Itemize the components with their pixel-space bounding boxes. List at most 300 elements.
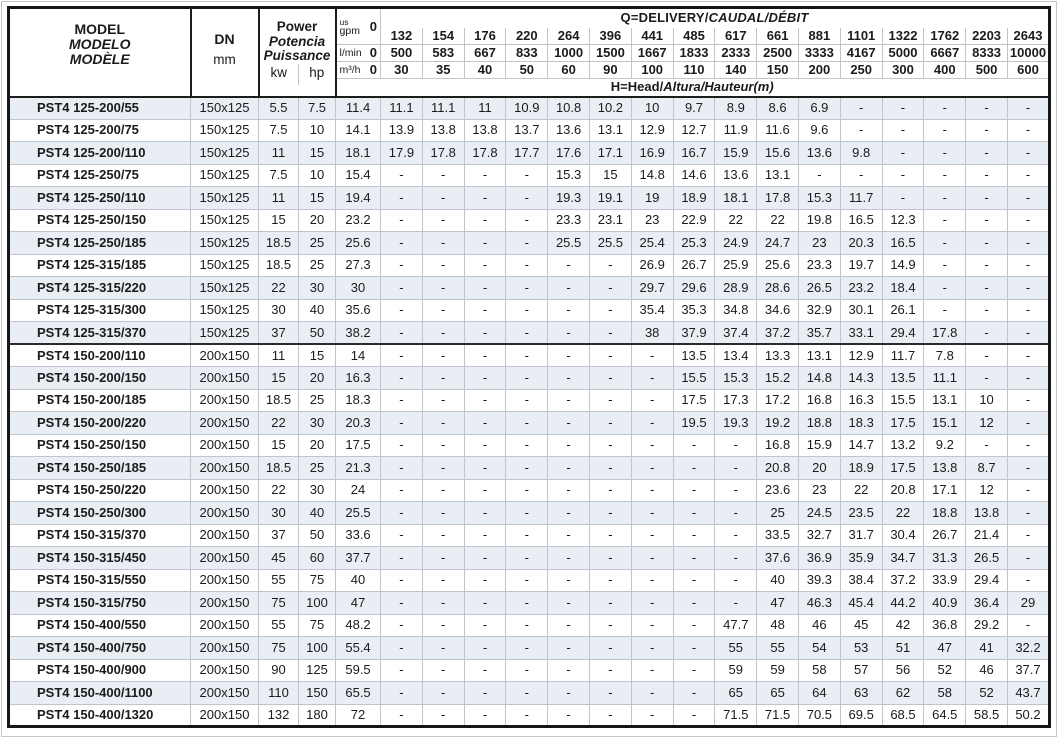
head-value-cell: - — [631, 524, 673, 547]
head-value-cell: 17.6 — [548, 142, 590, 165]
head-value-cell: - — [464, 592, 506, 615]
head-value-cell: - — [590, 457, 632, 480]
head-value-cell: 58 — [924, 682, 966, 705]
head-value-cell: - — [1007, 569, 1049, 592]
kw-cell: 15 — [259, 434, 299, 457]
flow-col-gpm: 617 — [715, 28, 757, 45]
head-value-cell: 52 — [966, 682, 1008, 705]
pump-row — [9, 502, 1050, 525]
head-value-cell: - — [1007, 479, 1049, 502]
head-value-cell: 13.8 — [422, 119, 464, 142]
head-value-cell: - — [548, 344, 590, 367]
head-value-cell: - — [422, 389, 464, 412]
head-value-cell: 13.8 — [966, 502, 1008, 525]
kw-cell: 15 — [259, 209, 299, 232]
head-value-cell: 47 — [924, 637, 966, 660]
head-value-cell: - — [715, 524, 757, 547]
head-value-cell: 33.5 — [757, 524, 799, 547]
head-value-cell: 59 — [715, 659, 757, 682]
head-value-cell: - — [381, 412, 423, 435]
head-value-cell: - — [966, 209, 1008, 232]
head-value-cell: 19.2 — [757, 412, 799, 435]
hp-cell: 30 — [299, 277, 336, 300]
hp-cell: 7.5 — [299, 97, 336, 120]
head-value-cell: 55 — [715, 637, 757, 660]
head-value-cell: 15.5 — [673, 367, 715, 390]
head-value-cell: - — [464, 637, 506, 660]
head-value-cell: 25 — [757, 502, 799, 525]
head-value-cell: - — [548, 412, 590, 435]
head-value-cell: 50.2 — [1007, 704, 1049, 727]
head-value-cell: 12.9 — [631, 119, 673, 142]
head-value-cell: 64.5 — [924, 704, 966, 727]
lmin-zero-value: 0 — [369, 45, 378, 61]
head-value-cell: 40 — [336, 569, 381, 592]
head-value-cell: - — [631, 592, 673, 615]
head-value-cell: - — [506, 502, 548, 525]
head-value-cell: - — [464, 344, 506, 367]
head-value-cell: 15.3 — [548, 164, 590, 187]
head-value-cell: 21.3 — [336, 457, 381, 480]
head-value-cell: - — [381, 592, 423, 615]
flow-col-lmin: 1833 — [673, 45, 715, 62]
dn-cell: 200x150 — [191, 682, 259, 705]
us-gpm-label: us gpm — [339, 16, 360, 37]
head-value-cell: 56 — [882, 659, 924, 682]
head-value-cell: - — [631, 547, 673, 570]
model-cell: PST4 125-315/220 — [9, 277, 191, 300]
head-value-cell: - — [590, 502, 632, 525]
head-value-cell: - — [506, 209, 548, 232]
head-value-cell: - — [715, 502, 757, 525]
gpm-zero-value: 0 — [369, 18, 378, 34]
head-value-cell: 26.7 — [673, 254, 715, 277]
head-value-cell: - — [464, 164, 506, 187]
pump-row — [9, 277, 1050, 300]
head-value-cell: 9.7 — [673, 97, 715, 120]
head-value-cell: 17.1 — [590, 142, 632, 165]
head-value-cell: 65 — [715, 682, 757, 705]
head-value-cell: 41 — [966, 637, 1008, 660]
head-value-cell: - — [924, 142, 966, 165]
head-value-cell: - — [1007, 389, 1049, 412]
head-value-cell: - — [590, 322, 632, 345]
head-value-cell: 11.6 — [757, 119, 799, 142]
head-value-cell: - — [548, 569, 590, 592]
head-value-cell: - — [715, 457, 757, 480]
head-value-cell: - — [882, 164, 924, 187]
head-value-cell: - — [590, 434, 632, 457]
head-value-cell: - — [673, 659, 715, 682]
head-value-cell: 34.8 — [715, 299, 757, 322]
pump-row — [9, 97, 1050, 120]
head-value-cell: 18.9 — [840, 457, 882, 480]
flow-col-lmin: 1667 — [631, 45, 673, 62]
kw-cell: 7.5 — [259, 164, 299, 187]
head-value-cell: 20.8 — [757, 457, 799, 480]
head-value-cell: - — [1007, 232, 1049, 255]
pump-row — [9, 524, 1050, 547]
head-value-cell: - — [464, 502, 506, 525]
dn-cell: 200x150 — [191, 637, 259, 660]
head-value-cell: - — [422, 164, 464, 187]
head-value-cell: 46 — [966, 659, 1008, 682]
head-value-cell: 10 — [966, 389, 1008, 412]
head-value-cell: - — [548, 659, 590, 682]
head-value-cell: - — [590, 682, 632, 705]
head-value-cell: - — [966, 277, 1008, 300]
head-value-cell: - — [381, 209, 423, 232]
head-value-cell: 13.1 — [590, 119, 632, 142]
hp-cell: 15 — [299, 142, 336, 165]
head-value-cell: - — [673, 502, 715, 525]
head-value-cell: 44.2 — [882, 592, 924, 615]
head-value-cell: - — [422, 682, 464, 705]
pump-row — [9, 299, 1050, 322]
head-value-cell: 25.5 — [590, 232, 632, 255]
head-value-cell: - — [422, 659, 464, 682]
head-value-cell: - — [966, 164, 1008, 187]
head-value-cell: 29.2 — [966, 614, 1008, 637]
kw-cell: 5.5 — [259, 97, 299, 120]
dn-cell: 200x150 — [191, 547, 259, 570]
model-cell: PST4 150-400/750 — [9, 637, 191, 660]
head-value-cell: - — [631, 614, 673, 637]
head-value-cell: 15.4 — [336, 164, 381, 187]
head-value-cell: - — [840, 97, 882, 120]
head-value-cell: 22 — [757, 209, 799, 232]
flow-col-m3h: 150 — [757, 62, 799, 79]
head-value-cell: 26.1 — [882, 299, 924, 322]
head-value-cell: - — [381, 299, 423, 322]
flow-col-m3h: 30 — [381, 62, 423, 79]
dn-cell: 150x125 — [191, 232, 259, 255]
head-value-cell: 33.6 — [336, 524, 381, 547]
head-value-cell: - — [548, 367, 590, 390]
lmin-label: l/min — [339, 46, 362, 59]
head-value-cell: - — [506, 614, 548, 637]
head-value-cell: 15.1 — [924, 412, 966, 435]
head-value-cell: 17.5 — [882, 412, 924, 435]
head-value-cell: - — [924, 119, 966, 142]
head-value-cell: 45 — [840, 614, 882, 637]
head-value-cell: 30 — [336, 277, 381, 300]
head-value-cell: 10.8 — [548, 97, 590, 120]
hp-cell: 100 — [299, 637, 336, 660]
head-value-cell: - — [1007, 164, 1049, 187]
power-label-es: Potencia — [268, 33, 326, 49]
model-cell: PST4 150-315/750 — [9, 592, 191, 615]
head-value-cell: - — [924, 209, 966, 232]
head-value-cell: 37.4 — [715, 322, 757, 345]
head-value-cell: 19.3 — [548, 187, 590, 210]
head-value-cell: 51 — [882, 637, 924, 660]
head-value-cell: 12.9 — [840, 344, 882, 367]
head-value-cell: 43.7 — [1007, 682, 1049, 705]
power-column-header — [259, 8, 336, 97]
head-value-cell: - — [381, 659, 423, 682]
head-value-cell: 22 — [840, 479, 882, 502]
head-value-cell: 13.6 — [715, 164, 757, 187]
head-value-cell: 15 — [590, 164, 632, 187]
head-value-cell: - — [464, 322, 506, 345]
pump-row — [9, 322, 1050, 345]
pump-row — [9, 569, 1050, 592]
head-value-cell: - — [548, 704, 590, 727]
head-value-cell: - — [715, 569, 757, 592]
head-value-cell: 13.8 — [924, 457, 966, 480]
head-value-cell: 19.4 — [336, 187, 381, 210]
dn-cell: 150x125 — [191, 164, 259, 187]
model-cell: PST4 125-315/300 — [9, 299, 191, 322]
head-value-cell: - — [966, 254, 1008, 277]
head-value-cell: 37.2 — [882, 569, 924, 592]
flow-col-gpm: 132 — [381, 28, 423, 45]
head-value-cell: 16.3 — [840, 389, 882, 412]
head-value-cell: - — [1007, 524, 1049, 547]
head-value-cell: - — [422, 457, 464, 480]
kw-cell: 18.5 — [259, 254, 299, 277]
model-cell: PST4 150-200/220 — [9, 412, 191, 435]
head-value-cell: 17.7 — [506, 142, 548, 165]
dn-cell: 150x125 — [191, 142, 259, 165]
head-value-cell: 8.9 — [715, 97, 757, 120]
pump-row — [9, 232, 1050, 255]
head-value-cell: - — [422, 704, 464, 727]
kw-cell: 11 — [259, 142, 299, 165]
hp-cell: 150 — [299, 682, 336, 705]
head-value-cell: 38 — [631, 322, 673, 345]
head-value-cell: - — [590, 637, 632, 660]
head-value-cell: 16.8 — [798, 389, 840, 412]
head-value-cell: - — [966, 344, 1008, 367]
head-value-cell: 59 — [757, 659, 799, 682]
head-value-cell: - — [381, 322, 423, 345]
head-value-cell: 32.7 — [798, 524, 840, 547]
head-value-cell: - — [631, 434, 673, 457]
head-value-cell: - — [1007, 142, 1049, 165]
head-value-cell: - — [464, 277, 506, 300]
head-value-cell: - — [464, 254, 506, 277]
head-value-cell: 71.5 — [757, 704, 799, 727]
head-title: H=Head/Altura/Hauteur(m) — [336, 79, 1050, 97]
head-value-cell: 16.5 — [882, 232, 924, 255]
head-value-cell: 35.4 — [631, 299, 673, 322]
head-value-cell: 25.5 — [548, 232, 590, 255]
model-label-es: MODELO — [69, 35, 131, 52]
head-value-cell: - — [381, 569, 423, 592]
kw-cell: 22 — [259, 277, 299, 300]
flow-col-lmin: 6667 — [924, 45, 966, 62]
kw-cell: 15 — [259, 367, 299, 390]
head-value-cell: 37.2 — [757, 322, 799, 345]
model-label-fr: MODÈLE — [69, 50, 130, 67]
head-value-cell: 70.5 — [798, 704, 840, 727]
head-value-cell: 23.1 — [590, 209, 632, 232]
hp-cell: 60 — [299, 547, 336, 570]
head-value-cell: - — [1007, 434, 1049, 457]
head-value-cell: - — [464, 524, 506, 547]
head-value-cell: - — [464, 187, 506, 210]
flow-col-gpm: 396 — [590, 28, 632, 45]
head-value-cell: - — [673, 547, 715, 570]
head-value-cell: - — [673, 457, 715, 480]
flow-col-lmin: 833 — [506, 45, 548, 62]
pump-row — [9, 164, 1050, 187]
head-value-cell: 9.2 — [924, 434, 966, 457]
head-value-cell: 29.6 — [673, 277, 715, 300]
head-value-cell: - — [506, 479, 548, 502]
head-value-cell: 23.5 — [840, 502, 882, 525]
head-value-cell: - — [798, 164, 840, 187]
hp-cell: 100 — [299, 592, 336, 615]
head-value-cell: - — [966, 434, 1008, 457]
head-value-cell: - — [381, 457, 423, 480]
head-value-cell: - — [673, 614, 715, 637]
head-value-cell: 11.7 — [882, 344, 924, 367]
head-value-cell: - — [590, 614, 632, 637]
pump-row — [9, 682, 1050, 705]
hp-cell: 75 — [299, 614, 336, 637]
head-value-cell: 14.6 — [673, 164, 715, 187]
head-value-cell: - — [924, 187, 966, 210]
head-value-cell: 16.9 — [631, 142, 673, 165]
head-value-cell: - — [381, 479, 423, 502]
head-value-cell: 13.6 — [798, 142, 840, 165]
dn-column-header — [191, 8, 259, 97]
head-value-cell: 39.3 — [798, 569, 840, 592]
pump-row — [9, 637, 1050, 660]
head-value-cell: - — [464, 434, 506, 457]
flow-col-m3h: 500 — [966, 62, 1008, 79]
model-column-header — [9, 8, 191, 97]
head-value-cell: 11.7 — [840, 187, 882, 210]
head-value-cell: 18.8 — [924, 502, 966, 525]
head-value-cell: 32.9 — [798, 299, 840, 322]
dn-cell: 200x150 — [191, 412, 259, 435]
head-value-cell: 63 — [840, 682, 882, 705]
head-value-cell: - — [381, 637, 423, 660]
flow-col-m3h: 200 — [798, 62, 840, 79]
head-value-cell: 21.4 — [966, 524, 1008, 547]
head-value-cell: 22 — [882, 502, 924, 525]
head-value-cell: 25.9 — [715, 254, 757, 277]
kw-cell: 11 — [259, 344, 299, 367]
flow-col-gpm: 485 — [673, 28, 715, 45]
kw-cell: 90 — [259, 659, 299, 682]
pump-row — [9, 704, 1050, 727]
flow-col-gpm: 1322 — [882, 28, 924, 45]
head-value-cell: 33.1 — [840, 322, 882, 345]
head-value-cell: - — [506, 569, 548, 592]
flow-col-gpm: 220 — [506, 28, 548, 45]
head-value-cell: 10.2 — [590, 97, 632, 120]
head-value-cell: - — [673, 704, 715, 727]
head-value-cell: - — [506, 547, 548, 570]
kw-cell: 45 — [259, 547, 299, 570]
head-value-cell: - — [506, 389, 548, 412]
head-value-cell: - — [506, 187, 548, 210]
kw-cell: 132 — [259, 704, 299, 727]
hp-cell: 25 — [299, 254, 336, 277]
head-value-cell: - — [966, 299, 1008, 322]
gpm-unit-cell — [336, 8, 381, 45]
hp-cell: 25 — [299, 389, 336, 412]
head-value-cell: 24 — [336, 479, 381, 502]
head-value-cell: 14.8 — [798, 367, 840, 390]
pump-row — [9, 344, 1050, 367]
dn-cell: 200x150 — [191, 389, 259, 412]
head-value-cell: - — [631, 659, 673, 682]
head-value-cell: 14.1 — [336, 119, 381, 142]
table-body — [9, 97, 1050, 727]
head-value-cell: - — [422, 637, 464, 660]
power-label-fr: Puissance — [263, 48, 331, 63]
head-value-cell: 23 — [798, 232, 840, 255]
head-value-cell: 10 — [631, 97, 673, 120]
head-value-cell: - — [673, 637, 715, 660]
pump-row — [9, 209, 1050, 232]
head-value-cell: 23 — [631, 209, 673, 232]
head-value-cell: - — [548, 254, 590, 277]
head-value-cell: - — [966, 367, 1008, 390]
head-value-cell: 29.4 — [882, 322, 924, 345]
head-value-cell: - — [548, 277, 590, 300]
head-value-cell: 46.3 — [798, 592, 840, 615]
dn-unit-mm: mm — [213, 52, 236, 68]
kw-cell: 37 — [259, 524, 299, 547]
head-value-cell: - — [506, 637, 548, 660]
head-value-cell: 55 — [757, 637, 799, 660]
head-value-cell: 13.9 — [381, 119, 423, 142]
head-value-cell: - — [882, 97, 924, 120]
head-value-cell: - — [464, 659, 506, 682]
head-value-cell: 26.9 — [631, 254, 673, 277]
dn-cell: 200x150 — [191, 367, 259, 390]
head-value-cell: 28.9 — [715, 277, 757, 300]
head-value-cell: 13.8 — [464, 119, 506, 142]
hp-cell: 125 — [299, 659, 336, 682]
power-label-en: Power — [276, 19, 318, 34]
head-value-cell: 19.1 — [590, 187, 632, 210]
flow-col-m3h: 35 — [422, 62, 464, 79]
head-value-cell: - — [464, 299, 506, 322]
flow-col-lmin: 667 — [464, 45, 506, 62]
kw-cell: 22 — [259, 412, 299, 435]
head-value-cell: - — [381, 254, 423, 277]
head-value-cell: 68.5 — [882, 704, 924, 727]
head-value-cell: 16.7 — [673, 142, 715, 165]
head-value-cell: 17.8 — [464, 142, 506, 165]
head-value-cell: 11.1 — [924, 367, 966, 390]
head-value-cell: - — [590, 704, 632, 727]
hp-cell: 50 — [299, 524, 336, 547]
flow-col-lmin: 8333 — [966, 45, 1008, 62]
head-value-cell: 30.1 — [840, 299, 882, 322]
head-value-cell: 19.5 — [673, 412, 715, 435]
head-value-cell: - — [548, 389, 590, 412]
kw-cell: 55 — [259, 569, 299, 592]
hp-cell: 10 — [299, 164, 336, 187]
head-value-cell: - — [381, 614, 423, 637]
head-value-cell: 59.5 — [336, 659, 381, 682]
head-value-cell: 69.5 — [840, 704, 882, 727]
model-cell: PST4 125-250/150 — [9, 209, 191, 232]
head-value-cell: 27.3 — [336, 254, 381, 277]
flow-col-gpm: 154 — [422, 28, 464, 45]
head-value-cell: 35.7 — [798, 322, 840, 345]
head-value-cell: 65 — [757, 682, 799, 705]
